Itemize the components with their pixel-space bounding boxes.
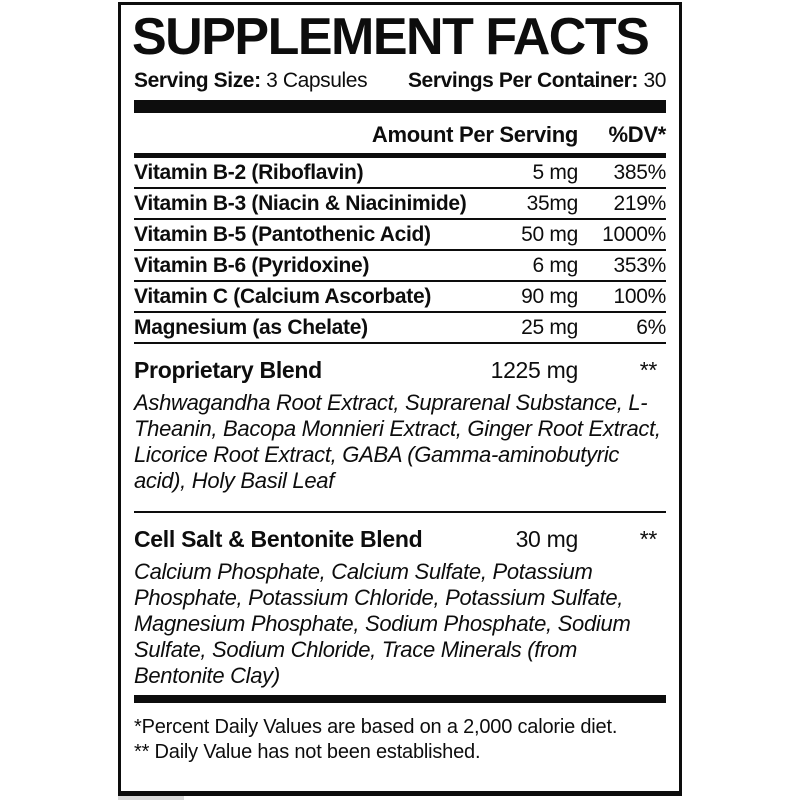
nutrient-dv: 1000% — [602, 222, 666, 246]
footnote-dv-not-established: ** Daily Value has not been established. — [134, 741, 481, 764]
blend-amount: 30 mg — [515, 526, 578, 553]
nutrient-amount: 6 mg — [532, 253, 578, 277]
divider-thick-footer — [134, 695, 666, 703]
nutrient-dv: 219% — [613, 191, 666, 215]
nutrient-name: Vitamin B-5 (Pantothenic Acid) — [134, 222, 431, 246]
blend-section-proprietary — [134, 344, 666, 511]
nutrient-row-vitamin-b5 — [134, 220, 666, 251]
supplement-facts-panel — [118, 2, 682, 796]
blend-ingredients: Calcium Phosphate, Calcium Sulfate, Potassium Phosphate, Potassium Chloride, Potassium Sulfate, Magnesium Phosphate, Sodium Phosphate, Sodium Sulfate, Sodium Chloride, Trace Minerals (from Bentonite Clay) — [134, 559, 631, 689]
blend-header-row — [134, 522, 666, 553]
blend-header-row — [134, 353, 666, 384]
nutrient-row-vitamin-b2 — [134, 158, 666, 189]
nutrient-dv: 100% — [613, 284, 666, 308]
nutrient-amount: 35mg — [526, 191, 578, 215]
serving-size-label: Serving Size: — [134, 69, 261, 93]
nutrient-amount: 25 mg — [521, 315, 578, 339]
blend-dv: ** — [639, 526, 657, 553]
panel-title: SUPPLEMENT FACTS — [132, 8, 649, 66]
bottom-gray-artifact — [118, 796, 184, 800]
nutrient-amount: 90 mg — [521, 284, 578, 308]
serving-size-group — [134, 69, 367, 93]
blend-section-cell-salt — [134, 511, 666, 689]
nutrient-amount: 5 mg — [532, 160, 578, 184]
footnotes-block — [134, 703, 666, 765]
nutrient-row-magnesium — [134, 313, 666, 344]
nutrient-name: Magnesium (as Chelate) — [134, 315, 368, 339]
nutrient-dv: 6% — [636, 315, 666, 339]
blend-name: Cell Salt & Bentonite Blend — [134, 526, 423, 553]
nutrient-name: Vitamin C (Calcium Ascorbate) — [134, 284, 432, 308]
amount-per-serving-header: Amount Per Serving — [371, 122, 578, 148]
blend-ingredients: Ashwagandha Root Extract, Suprarenal Substance, L-Theanin, Bacopa Monnieri Extract, Ginger Root Extract, Licorice Root Extract, GABA (Gamma-aminobutyric acid), Holy Basil Leaf — [134, 390, 661, 494]
serving-info-line — [134, 69, 666, 93]
servings-per-container-value: 30 — [643, 69, 666, 93]
blend-amount: 1225 mg — [490, 357, 578, 384]
nutrient-name: Vitamin B-2 (Riboflavin) — [134, 160, 364, 184]
column-header-row — [134, 113, 666, 153]
nutrient-name: Vitamin B-3 (Niacin & Niacinimide) — [134, 191, 467, 215]
nutrient-dv: 385% — [613, 160, 666, 184]
nutrient-row-vitamin-b6 — [134, 251, 666, 282]
blend-name: Proprietary Blend — [134, 357, 322, 384]
nutrient-amount: 50 mg — [521, 222, 578, 246]
blend-dv: ** — [639, 357, 657, 384]
nutrient-row-vitamin-c — [134, 282, 666, 313]
percent-dv-header: %DV* — [608, 122, 666, 148]
footnote-daily-values: *Percent Daily Values are based on a 2,000 calorie diet. — [134, 716, 618, 739]
nutrient-dv: 353% — [613, 253, 666, 277]
divider-thick-top — [134, 100, 666, 113]
serving-size-value: 3 Capsules — [266, 69, 368, 93]
nutrient-name: Vitamin B-6 (Pyridoxine) — [134, 253, 370, 277]
nutrient-row-vitamin-b3 — [134, 189, 666, 220]
servings-per-container-label: Servings Per Container: — [407, 69, 638, 93]
servings-per-container-group — [408, 69, 666, 93]
